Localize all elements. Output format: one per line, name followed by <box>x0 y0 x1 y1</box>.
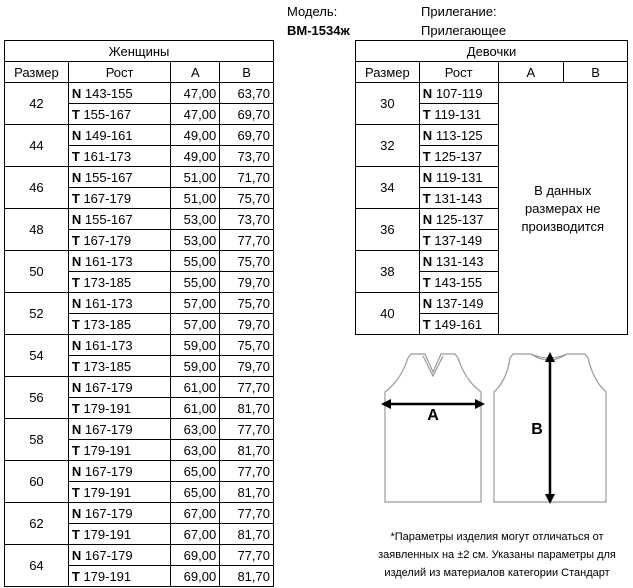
fit-label: Прилегание: <box>421 4 497 19</box>
height-range: 131-143 <box>434 190 483 206</box>
height-type: T <box>71 442 80 458</box>
height-type: T <box>71 148 80 164</box>
measure-b-cell: 81,70 <box>220 440 274 461</box>
height-cell <box>419 293 498 314</box>
table-row <box>5 125 274 146</box>
height-range: 167-179 <box>84 379 133 395</box>
measure-a-cell: 59,00 <box>171 356 220 377</box>
height-cell <box>68 209 171 230</box>
height-range: 119-131 <box>435 169 483 185</box>
height-cell <box>419 146 498 167</box>
height-range: 179-191 <box>83 568 132 584</box>
arrow-a-head-right <box>475 399 485 409</box>
size-cell: 64 <box>5 545 69 587</box>
measure-a-cell: 65,00 <box>171 461 220 482</box>
height-type: N <box>71 169 82 185</box>
girls-title: Девочки <box>356 41 628 62</box>
measure-a-cell: 49,00 <box>171 146 220 167</box>
measure-b-cell: 77,70 <box>220 503 274 524</box>
height-range: 113-125 <box>435 127 483 143</box>
table-row <box>5 419 274 440</box>
height-range: 149-161 <box>84 127 133 143</box>
height-range: 131-143 <box>435 253 484 269</box>
height-range: 173-185 <box>83 358 132 374</box>
height-range: 167-179 <box>84 421 133 437</box>
height-type: T <box>71 358 80 374</box>
height-cell <box>68 167 171 188</box>
size-cell: 40 <box>356 293 420 335</box>
measure-a-cell: 63,00 <box>171 440 220 461</box>
measure-a-cell: 57,00 <box>171 293 220 314</box>
measure-a-cell: 67,00 <box>171 524 220 545</box>
height-type: N <box>71 295 82 311</box>
women-column-header: Рост <box>68 62 171 83</box>
height-range: 161-173 <box>84 253 133 269</box>
measure-b-cell: 77,70 <box>220 230 274 251</box>
height-range: 173-185 <box>83 316 132 332</box>
height-range: 161-173 <box>83 148 132 164</box>
size-cell: 60 <box>5 461 69 503</box>
height-range: 143-155 <box>84 85 133 101</box>
women-title-row <box>5 41 274 62</box>
height-range: 125-137 <box>435 211 484 227</box>
height-cell <box>419 314 498 335</box>
height-cell <box>68 335 171 356</box>
women-title: Женщины <box>5 41 274 62</box>
girls-size-table <box>355 40 628 335</box>
fit-value: Прилегающее <box>421 23 507 38</box>
height-cell <box>68 104 171 125</box>
height-cell <box>68 461 171 482</box>
table-row <box>5 209 274 230</box>
measure-b-cell: 81,70 <box>220 524 274 545</box>
measure-a-cell: 65,00 <box>171 482 220 503</box>
height-cell <box>419 230 498 251</box>
women-column-header: B <box>220 62 274 83</box>
height-type: N <box>71 379 82 395</box>
table-row <box>5 251 274 272</box>
measure-a-cell: 57,00 <box>171 314 220 335</box>
measure-b-cell: 63,70 <box>220 83 274 104</box>
height-cell <box>68 377 171 398</box>
height-range: 143-155 <box>434 274 483 290</box>
size-cell: 36 <box>356 209 420 251</box>
size-cell: 58 <box>5 419 69 461</box>
height-range: 179-191 <box>83 526 132 542</box>
height-type: T <box>71 232 80 248</box>
girls-column-header: Рост <box>419 62 498 83</box>
model-label: Модель: <box>287 4 338 19</box>
measure-b-cell: 73,70 <box>220 146 274 167</box>
size-cell: 46 <box>5 167 69 209</box>
girls-column-header: B <box>564 62 628 83</box>
height-type: T <box>71 526 80 542</box>
measure-a-cell: 69,00 <box>171 566 220 587</box>
measure-a-cell: 47,00 <box>171 104 220 125</box>
not-produced-note: В данных размерах не производится <box>498 83 627 335</box>
height-cell <box>68 230 171 251</box>
measure-b-cell: 81,70 <box>220 398 274 419</box>
height-type: N <box>71 421 82 437</box>
height-cell <box>68 251 171 272</box>
table-row <box>5 293 274 314</box>
height-cell <box>419 125 498 146</box>
height-type: T <box>422 232 431 248</box>
height-type: N <box>71 211 82 227</box>
table-row <box>5 335 274 356</box>
height-range: 179-191 <box>83 442 132 458</box>
measure-a-cell: 55,00 <box>171 251 220 272</box>
height-range: 167-179 <box>84 547 133 563</box>
size-cell: 30 <box>356 83 420 125</box>
height-range: 119-131 <box>434 106 482 122</box>
size-cell: 56 <box>5 377 69 419</box>
women-column-header-row <box>5 62 274 83</box>
measure-b-cell: 71,70 <box>220 167 274 188</box>
table-row <box>5 461 274 482</box>
height-type: N <box>71 337 82 353</box>
height-type: N <box>422 169 433 185</box>
size-cell: 44 <box>5 125 69 167</box>
height-cell <box>68 125 171 146</box>
size-cell: 52 <box>5 293 69 335</box>
height-range: 107-119 <box>435 85 483 101</box>
table-row <box>5 83 274 104</box>
height-cell <box>68 440 171 461</box>
size-cell: 38 <box>356 251 420 293</box>
measure-a-cell: 51,00 <box>171 167 220 188</box>
girls-column-header: A <box>498 62 564 83</box>
height-cell <box>68 356 171 377</box>
height-range: 149-161 <box>434 316 483 332</box>
height-cell <box>68 545 171 566</box>
height-range: 167-179 <box>83 190 132 206</box>
measure-b-cell: 81,70 <box>220 482 274 503</box>
measure-b-cell: 75,70 <box>220 251 274 272</box>
women-column-header: A <box>171 62 220 83</box>
height-range: 179-191 <box>83 484 132 500</box>
height-cell <box>419 209 498 230</box>
height-range: 125-137 <box>434 148 483 164</box>
height-type: T <box>71 274 80 290</box>
height-cell <box>68 503 171 524</box>
height-range: 137-149 <box>435 295 484 311</box>
height-cell <box>68 188 171 209</box>
height-cell <box>68 146 171 167</box>
height-type: T <box>422 190 431 206</box>
height-type: T <box>422 148 431 164</box>
height-type: T <box>422 274 431 290</box>
table-row <box>5 377 274 398</box>
height-range: 137-149 <box>434 232 483 248</box>
height-range: 167-179 <box>84 463 133 479</box>
measure-b-cell: 77,70 <box>220 545 274 566</box>
measure-b-cell: 77,70 <box>220 419 274 440</box>
girls-column-header-row <box>356 62 628 83</box>
vest-measurement-diagram <box>373 340 613 515</box>
height-cell <box>419 272 498 293</box>
height-type: T <box>71 106 80 122</box>
measure-a-cell: 55,00 <box>171 272 220 293</box>
measure-a-cell: 49,00 <box>171 125 220 146</box>
measure-b-cell: 69,70 <box>220 125 274 146</box>
height-range: 179-191 <box>83 400 132 416</box>
measure-b-cell: 77,70 <box>220 377 274 398</box>
height-cell <box>68 272 171 293</box>
height-type: T <box>71 190 80 206</box>
height-type: N <box>71 85 82 101</box>
measure-b-cell: 79,70 <box>220 314 274 335</box>
measure-a-cell: 67,00 <box>171 503 220 524</box>
height-range: 161-173 <box>84 337 133 353</box>
height-cell <box>68 293 171 314</box>
arrow-b-head-top <box>545 352 555 362</box>
measure-a-cell: 53,00 <box>171 209 220 230</box>
label-b: B <box>531 421 543 438</box>
measure-b-cell: 75,70 <box>220 335 274 356</box>
measure-b-cell: 77,70 <box>220 461 274 482</box>
height-type: T <box>71 484 80 500</box>
height-type: N <box>422 85 433 101</box>
height-type: T <box>422 316 431 332</box>
measure-b-cell: 69,70 <box>220 104 274 125</box>
height-type: N <box>71 505 82 521</box>
height-cell <box>68 83 171 104</box>
height-cell <box>68 398 171 419</box>
height-cell <box>419 167 498 188</box>
height-range: 155-167 <box>84 211 133 227</box>
height-cell <box>68 524 171 545</box>
measure-a-cell: 61,00 <box>171 398 220 419</box>
measure-b-cell: 81,70 <box>220 566 274 587</box>
footnote: *Параметры изделия могут отличаться от заявленных на ±2 см. Указаны параметры для изделий из материалов категории Стандарт <box>378 531 616 579</box>
height-cell <box>419 251 498 272</box>
height-type: N <box>422 127 433 143</box>
height-range: 167-179 <box>83 232 132 248</box>
measure-a-cell: 63,00 <box>171 419 220 440</box>
height-cell <box>68 566 171 587</box>
arrow-a-head-left <box>381 399 391 409</box>
measure-a-cell: 69,00 <box>171 545 220 566</box>
height-cell <box>419 83 498 104</box>
size-cell: 62 <box>5 503 69 545</box>
girls-title-row <box>356 41 628 62</box>
size-cell: 42 <box>5 83 69 125</box>
measure-a-cell: 53,00 <box>171 230 220 251</box>
label-a: A <box>427 407 439 424</box>
size-cell: 48 <box>5 209 69 251</box>
height-range: 173-185 <box>83 274 132 290</box>
height-cell <box>68 482 171 503</box>
girls-column-header: Размер <box>356 62 420 83</box>
height-type: N <box>71 127 82 143</box>
measure-a-cell: 59,00 <box>171 335 220 356</box>
height-range: 155-167 <box>83 106 132 122</box>
height-type: N <box>422 295 433 311</box>
measure-b-cell: 79,70 <box>220 272 274 293</box>
measure-a-cell: 61,00 <box>171 377 220 398</box>
height-cell <box>68 419 171 440</box>
measure-a-cell: 47,00 <box>171 83 220 104</box>
table-row <box>5 545 274 566</box>
women-column-header: Размер <box>5 62 69 83</box>
table-row <box>5 167 274 188</box>
height-cell <box>419 104 498 125</box>
height-type: N <box>71 547 82 563</box>
height-type: N <box>422 253 433 269</box>
height-range: 161-173 <box>84 295 133 311</box>
measure-b-cell: 79,70 <box>220 356 274 377</box>
height-type: T <box>422 106 431 122</box>
height-cell <box>68 314 171 335</box>
height-type: T <box>71 400 80 416</box>
height-range: 167-179 <box>84 505 133 521</box>
measure-b-cell: 73,70 <box>220 209 274 230</box>
table-row <box>5 503 274 524</box>
measure-a-cell: 51,00 <box>171 188 220 209</box>
height-cell <box>419 188 498 209</box>
measure-b-cell: 75,70 <box>220 188 274 209</box>
height-range: 155-167 <box>84 169 133 185</box>
size-cell: 54 <box>5 335 69 377</box>
measure-b-cell: 75,70 <box>220 293 274 314</box>
height-type: N <box>71 253 82 269</box>
height-type: N <box>71 463 82 479</box>
size-cell: 32 <box>356 125 420 167</box>
table-row <box>356 83 628 104</box>
model-value: BM-1534ж <box>287 23 350 38</box>
women-size-table <box>4 40 274 587</box>
height-type: T <box>71 316 80 332</box>
height-type: N <box>422 211 433 227</box>
height-type: T <box>71 568 80 584</box>
size-cell: 34 <box>356 167 420 209</box>
size-cell: 50 <box>5 251 69 293</box>
